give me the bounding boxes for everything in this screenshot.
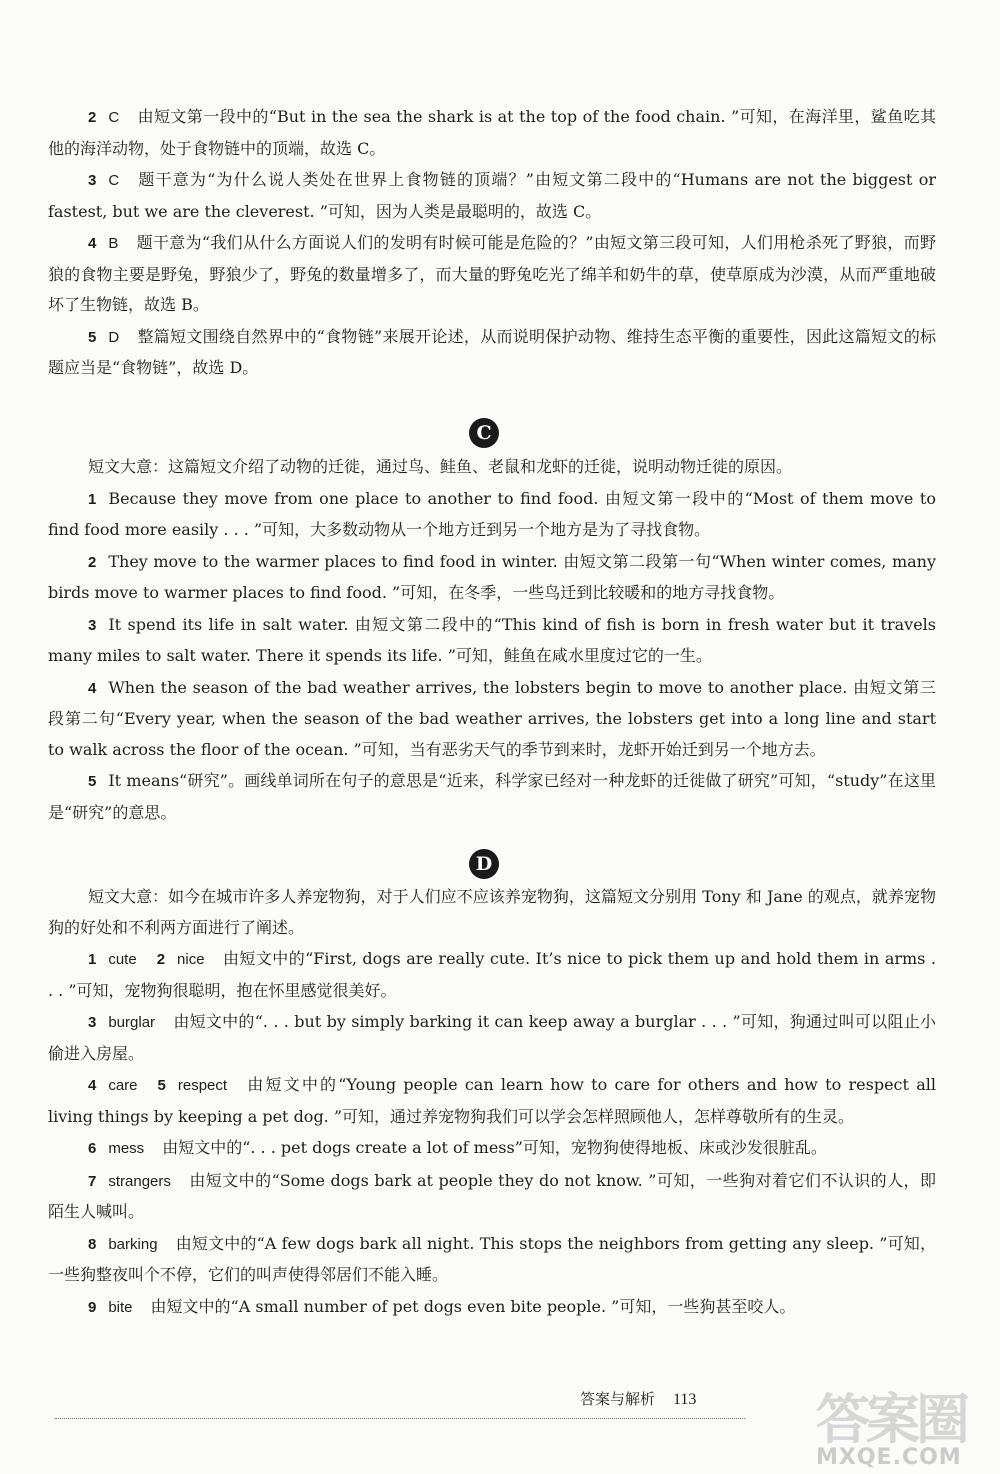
page-number: 113 (673, 1391, 697, 1408)
section-c-badge: C (469, 418, 499, 448)
answer-item: 4 care 5 respect 由短文中的“Young people can learn how to care for others and how to respect all living things by keeping a pet dog. ”可知，通过养宠物狗我们可以学会怎样照顾他人，怎样尊敬所有的生灵。 (48, 1075, 936, 1126)
watermark-logo (816, 1388, 986, 1470)
section-summary: 短文大意：如今在城市许多人养宠物狗，对于人们应不应该养宠物狗，这篇短文分别用 Tony 和 Jane 的观点，就养宠物狗的好处和不利两方面进行了阐述。 (48, 887, 936, 937)
answer-item: 8 barking 由短文中的“A few dogs bark all night. This stops the neighbors from getting any sleep. ”可知，一些狗整夜叫个不停，它们的叫声使得邻居们不能入睡。 (48, 1233, 936, 1284)
answer-item: 3 C 题干意为“为什么说人类处在世界上食物链的顶端？”由短文第二段中的“Humans are not the biggest or fastest, but we are the cleverest. ”可知，因为人类是最聪明的，故选 C。 (48, 170, 936, 221)
footer-label: 答案与解析 (580, 1390, 656, 1408)
section-c-answers (48, 452, 936, 829)
answer-item: 6 mess 由短文中的“. . . pet dogs create a lot of mess”可知，宠物狗使得地板、床或沙发很脏乱。 (88, 1138, 827, 1157)
section-d-badge: D (469, 849, 499, 879)
section-d-answers (48, 882, 936, 1324)
answer-item: 2 They move to the warmer places to find food in winter. 由短文第二段第一句“When winter comes, many birds move to warmer places to find food. ”可知，在冬季，一些鸟迁到比较暖和的地方寻找食物。 (48, 551, 936, 602)
section-b-answers (48, 102, 936, 385)
answer-item: 5 It means“研究”。画线单词所在句子的意思是“近来，科学家已经对一种龙虾的迁徙做了研究”可知，“study”在这里是“研究”的意思。 (48, 771, 936, 822)
answer-item: 4 When the season of the bad weather arrives, the lobsters begin to move to another place. 由短文第三段第二句“Every year, when the season of the bad weather arrives, the lobsters get into a long line and start to walk across the floor of the ocean. ”可知，当有恶劣天气的季节到来时，龙虾开始迁到另一个地方去。 (48, 677, 936, 759)
answer-item: 5 D 整篇短文围绕自然界中的“食物链”来展开论述，从而说明保护动物、维持生态平衡的重要性，因此这篇短文的标题应当是“食物链”，故选 D。 (48, 326, 936, 377)
answer-item: 4 B 题干意为“我们从什么方面说人们的发明有时候可能是危险的？”由短文第三段可知，人们用枪杀死了野狼，而野狼的食物主要是野兔，野狼少了，野兔的数量增多了，而大量的野兔吃光了绵羊和奶牛的草，使草原成为沙漠，从而严重地破坏了生物链，故选 B。 (48, 233, 936, 314)
answer-item: 9 bite 由短文中的“A small number of pet dogs even bite people. ”可知，一些狗甚至咬人。 (88, 1296, 796, 1316)
footer-divider (55, 1418, 745, 1419)
answer-item: 7 strangers 由短文中的“Some dogs bark at people they do not know. ”可知，一些狗对着它们不认识的人，即陌生人喊叫。 (48, 1170, 936, 1221)
section-summary: 短文大意：这篇短文介绍了动物的迁徙，通过鸟、鲑鱼、老鼠和龙虾的迁徙，说明动物迁徙的原因。 (88, 457, 793, 476)
watermark-url: MXQE.COM (816, 1445, 962, 1470)
answer-item: 1 cute 2 nice 由短文中的“First, dogs are really cute. It’s nice to pick them up and hold them in arms . . . ”可知，宠物狗很聪明，抱在怀里感觉很美好。 (48, 949, 936, 1000)
watermark-mark: 答案圈 (816, 1388, 966, 1451)
answer-item: 2 C 由短文第一段中的“But in the sea the shark is at the top of the food chain. ”可知，在海洋里，鲨鱼吃其他的海洋动物，处于食物链中的顶端，故选 C。 (48, 107, 936, 158)
answer-item: 3 It spend its life in salt water. 由短文第二段中的“This kind of fish is born in fresh water but it travels many miles to salt water. There it spends its life. ”可知，鲑鱼在咸水里度过它的一生。 (48, 614, 936, 665)
answer-item: 1 Because they move from one place to another to find food. 由短文第一段中的“Most of them move to find food more easily . . . ”可知，大多数动物从一个地方迁到另一个地方是为了寻找食物。 (48, 488, 936, 539)
page-footer (580, 1388, 696, 1409)
answer-item: 3 burglar 由短文中的“. . . but by simply barking it can keep away a burglar . . . ”可知，狗通过叫可以阻止小偷进入房屋。 (48, 1012, 936, 1063)
